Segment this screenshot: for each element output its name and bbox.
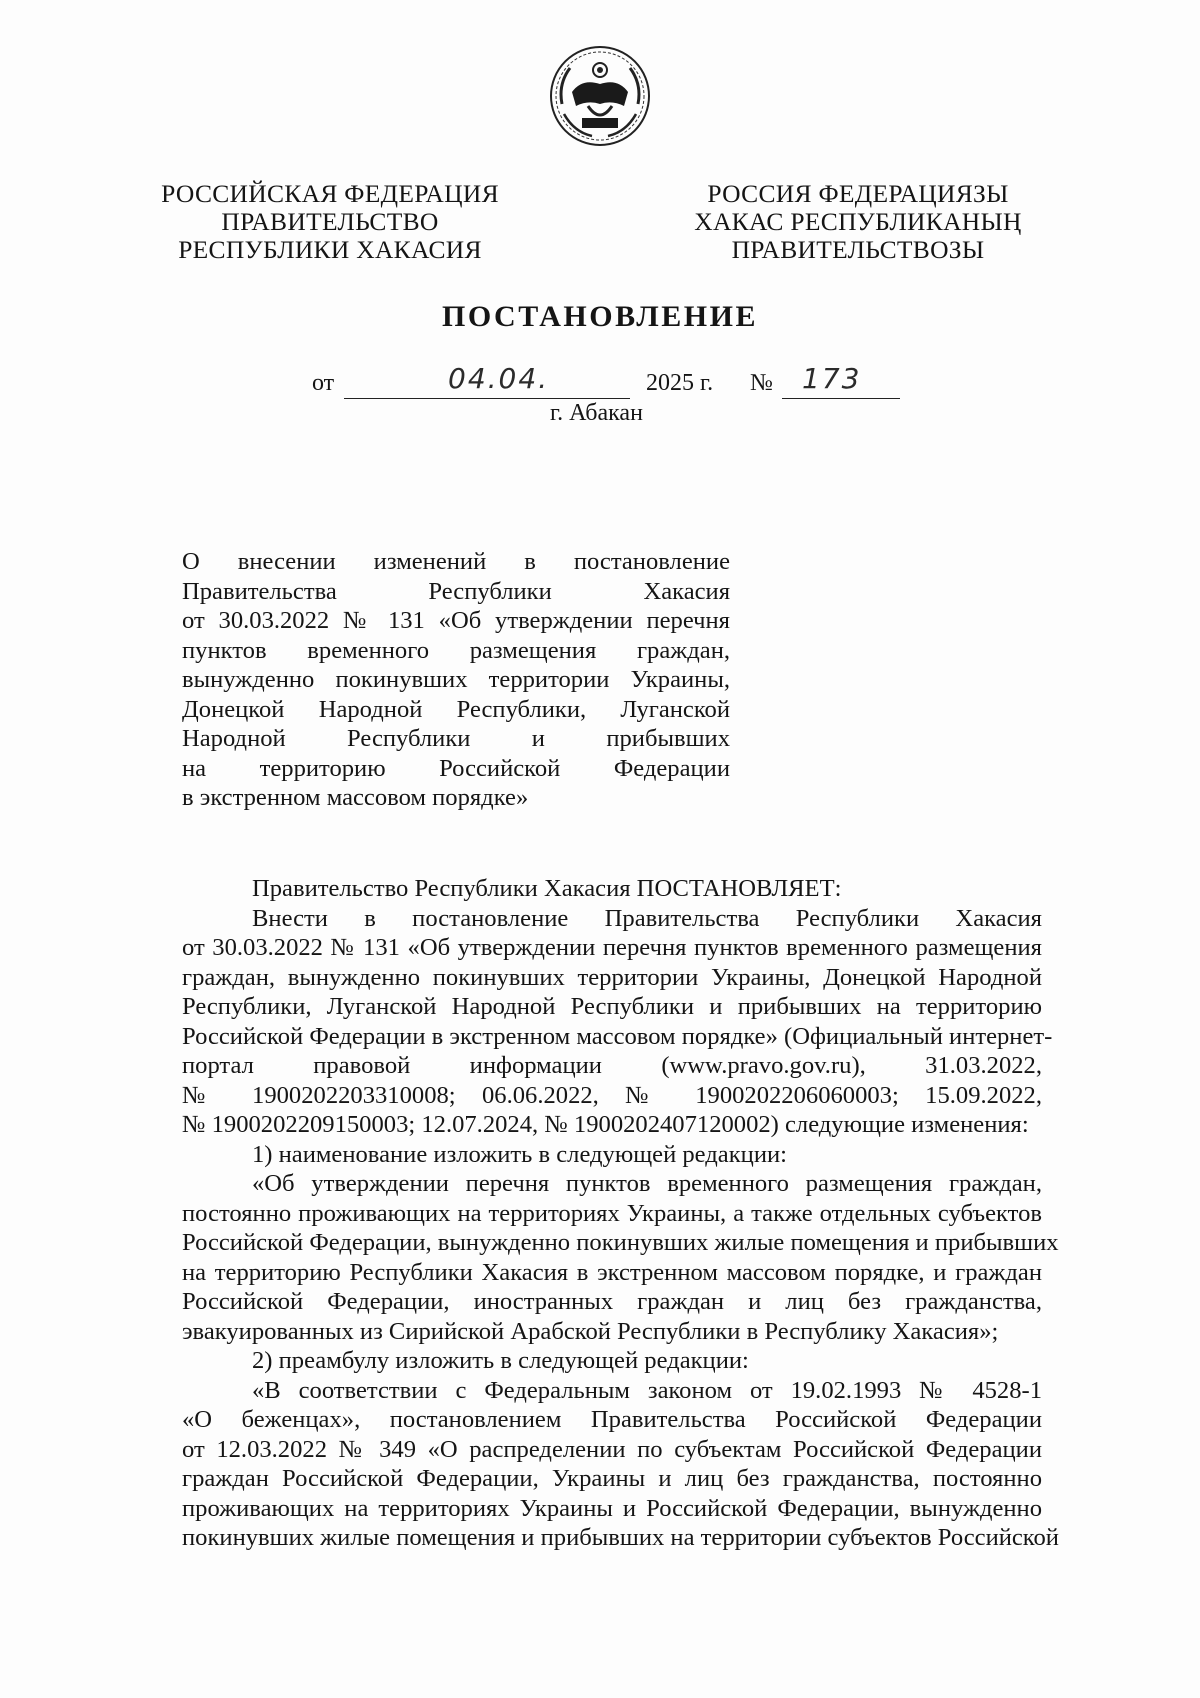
header-left-line-2: ПРАВИТЕЛЬСТВО	[221, 207, 439, 236]
header-right-line-1: РОССИЯ ФЕДЕРАЦИЯЗЫ	[707, 179, 1009, 208]
body-line: № 1900202209150003; 12.07.2024, № 1900202407120002) следующие изменения:	[182, 1111, 1029, 1138]
subject-line: на территорию Российской Федерации	[182, 754, 730, 782]
body-line: от 12.03.2022 № 349 «О распределении по субъектам Российской Федерации	[182, 1435, 1042, 1463]
body-line: Республики, Луганской Народной Республики и прибывших на территорию	[182, 993, 1042, 1020]
city-label: г. Абакан	[550, 400, 643, 426]
number-underline	[782, 398, 900, 399]
body-line: Российской Федерации, вынужденно покинувших жилые помещения и прибывших	[182, 1229, 1059, 1256]
subject-line: Правительства Республики Хакасия	[182, 577, 730, 605]
body-line: граждан, вынужденно покинувших территории Украины, Донецкой Народной	[182, 963, 1042, 991]
body-line: 2) преамбулу изложить в следующей редакции:	[252, 1347, 749, 1374]
body-line: № 1900202203310008; 06.06.2022, № 1900202206060003; 15.09.2022,	[182, 1081, 1042, 1109]
coat-of-arms-emblem	[548, 44, 652, 148]
subject-line: вынужденно покинувших территории Украины,	[182, 666, 730, 693]
body-text	[182, 874, 1059, 1553]
body-line: «В соответствии с Федеральным законом от 19.02.1993 № 4528-1	[252, 1376, 1042, 1404]
body-line: проживающих на территориях Украины и Российской Федерации, вынужденно	[182, 1494, 1042, 1522]
body-line: на территорию Республики Хакасия в экстренном массовом порядке, и граждан	[182, 1258, 1042, 1286]
body-line: от 30.03.2022 № 131 «Об утверждении перечня пунктов временного размещения	[182, 934, 1042, 961]
header-khakas	[678, 180, 1038, 264]
handwritten-date: 04.04.	[448, 362, 550, 395]
handwritten-number: 173	[802, 362, 862, 395]
header-right-line-3: ПРАВИТЕЛЬСТВОЗЫ	[731, 235, 985, 264]
date-prefix: от	[312, 370, 335, 396]
header-left-line-1: РОССИЙСКАЯ ФЕДЕРАЦИЯ	[161, 179, 499, 208]
body-line: Российской Федерации, иностранных граждан и лиц без гражданства,	[182, 1288, 1042, 1315]
header-left-line-3: РЕСПУБЛИКИ ХАКАСИЯ	[178, 235, 482, 264]
body-line: 1) наименование изложить в следующей редакции:	[252, 1140, 787, 1168]
body-line: Внести в постановление Правительства Республики Хакасия	[252, 904, 1042, 932]
body-line: покинувших жилые помещения и прибывших на территории субъектов Российской	[182, 1524, 1059, 1551]
body-line: «Об утверждении перечня пунктов временного размещения граждан,	[252, 1170, 1042, 1197]
subject-line: от 30.03.2022 № 131 «Об утверждении перечня	[182, 607, 730, 634]
subject-block	[182, 547, 730, 813]
date-underline	[344, 398, 630, 399]
body-line: портал правовой информации (www.pravo.gov.ru), 31.03.2022,	[182, 1052, 1042, 1079]
body-line: граждан Российской Федерации, Украины и лиц без гражданства, постоянно	[182, 1465, 1042, 1492]
subject-line: Народной Республики и прибывших	[182, 725, 730, 752]
date-year: 2025 г.	[646, 370, 714, 396]
subject-line: О внесении изменений в постановление	[182, 548, 730, 575]
header-right-line-2: ХАКАС РЕСПУБЛИКАНЫҢ	[694, 207, 1022, 236]
document-title: ПОСТАНОВЛЕНИЕ	[442, 300, 758, 333]
subject-line: в экстренном массовом порядке»	[182, 784, 529, 811]
body-line: постоянно проживающих на территориях Украины, а также отдельных субъектов	[182, 1199, 1042, 1227]
header-russian	[150, 180, 510, 264]
subject-line: пунктов временного размещения граждан,	[182, 636, 730, 664]
body-line: Российской Федерации в экстренном массовом порядке» (Официальный интернет-	[182, 1022, 1053, 1050]
body-line: эвакуированных из Сирийской Арабской Республики в Республику Хакасия»;	[182, 1317, 999, 1345]
subject-line: Донецкой Народной Республики, Луганской	[182, 695, 730, 723]
body-line: «О беженцах», постановлением Правительства Российской Федерации	[182, 1406, 1042, 1433]
number-label: №	[750, 370, 773, 396]
body-line: Правительство Республики Хакасия ПОСТАНОВЛЯЕТ:	[252, 875, 842, 902]
